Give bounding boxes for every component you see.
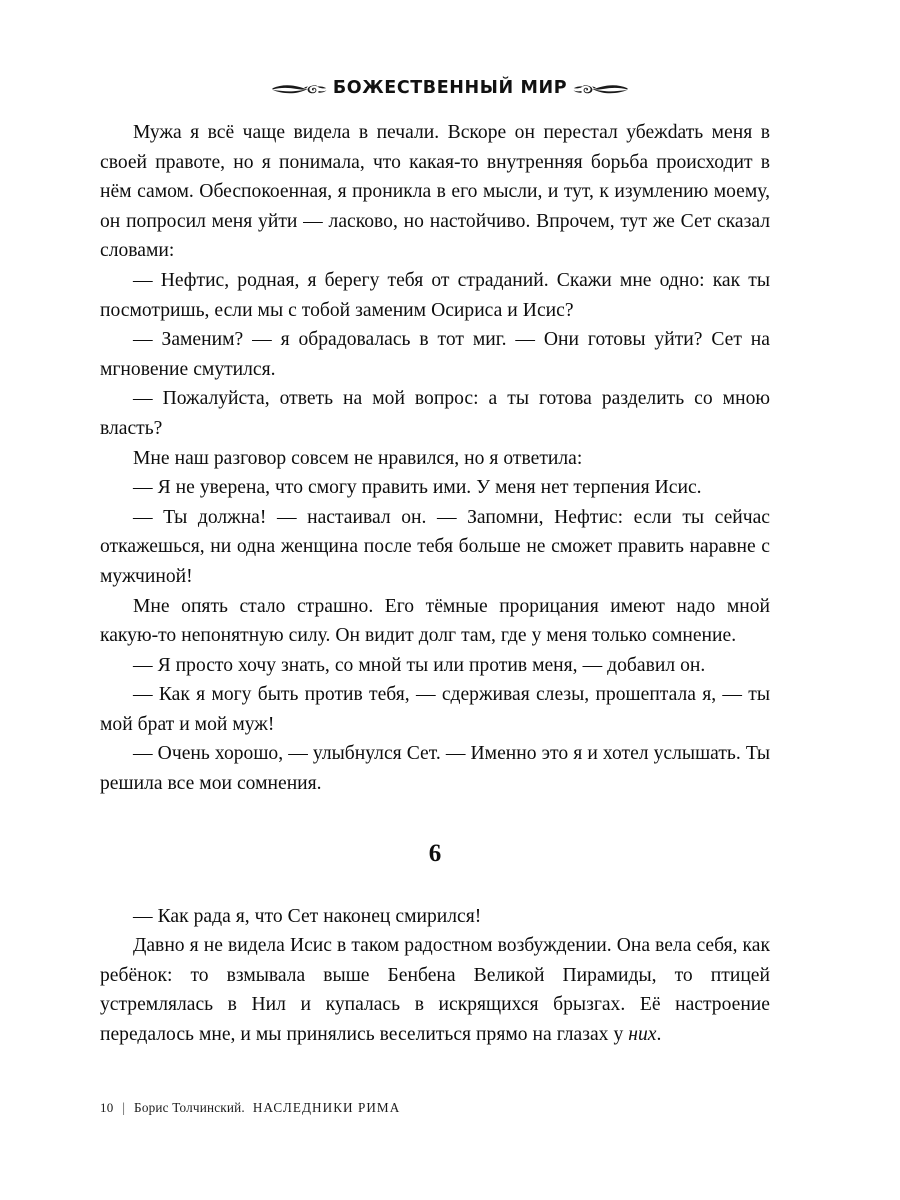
flourish-ornament-right-icon xyxy=(571,79,629,99)
body-paragraph: — Заменим? — я обрадовалась в тот миг. — Они готовы уйти? Сет на мгновение смутился. xyxy=(100,329,770,380)
chapter-number: 6 xyxy=(428,839,442,867)
running-head-title: БОЖЕСТВЕННЫЙ МИР xyxy=(332,78,568,99)
footer-author: Борис Толчинский. xyxy=(134,1100,245,1115)
body-paragraph: Мне наш разговор совсем не нравился, но я ответила: xyxy=(133,447,583,469)
final-paragraph-emphasis: них xyxy=(628,1024,657,1046)
page-number: 10 xyxy=(100,1100,114,1115)
final-paragraph-tail: . xyxy=(656,1024,662,1046)
body-paragraph: — Ты должна! — настаивал он. — Запомни, Нефтис: если ты сейчас откажешься, ни одна женщина после тебя больше не сможет править наравне с мужчиной! xyxy=(100,506,770,587)
running-head xyxy=(0,76,900,102)
footer-book-title: НАСЛЕДНИКИ РИМА xyxy=(252,1100,401,1115)
final-paragraph-lead: Давно я не видела Исис в таком радостном возбуждении. Она вела себя, как ребёнок: то взмывала выше Бенбена Великой Пирамиды, то птицей устремлялась в Нил и купалась в искрящихся брызгах. Её настроение передалось мне, и мы принялись веселиться прямо на глазах у xyxy=(100,935,770,1046)
text-column xyxy=(100,118,770,1050)
body-paragraph: — Я не уверена, что смогу править ими. У меня нет терпения Исис. xyxy=(133,477,702,499)
body-paragraph: Мужа я всё чаще видела в печали. Вскоре он перестал убежdать меня в своей правоте, но я понимала, что какая-то внутренняя борьба происходит в нём самом. Обеспокоенная, я проникла в его мысли, и тут, к изумлению моему, он попросил меня уйти — ласково, но настойчиво. Впрочем, тут же Сет сказал словами: xyxy=(100,122,770,262)
body-paragraph: — Как рада я, что Сет наконец смирился! xyxy=(133,905,482,927)
body-paragraph: — Я просто хочу знать, со мной ты или против меня, — добавил он. xyxy=(133,654,706,676)
body-paragraph: — Как я могу быть против тебя, — сдерживая слезы, прошептала я, — ты мой брат и мой муж! xyxy=(100,684,770,735)
body-paragraph-final xyxy=(100,931,770,1049)
page-footer xyxy=(100,1100,400,1116)
body-paragraph: Мне опять стало страшно. Его тёмные прорицания имеют надо мной какую-то непонятную силу. Он видит долг там, где у меня только сомнение. xyxy=(100,595,770,647)
body-paragraph: — Пожалуйста, ответь на мой вопрос: а ты готова разделить со мною власть? xyxy=(100,388,770,439)
body-paragraph: — Очень хорошо, — улыбнулся Сет. — Именно это я и хотел услышать. Ты решила все мои сомнения. xyxy=(100,743,770,795)
flourish-ornament-left-icon xyxy=(271,79,329,99)
body-paragraph: — Нефтис, родная, я берегу тебя от страданий. Скажи мне одно: как ты посмотришь, если мы с тобой заменим Осириса и Исис? xyxy=(100,269,770,321)
footer-separator: | xyxy=(122,1100,126,1115)
